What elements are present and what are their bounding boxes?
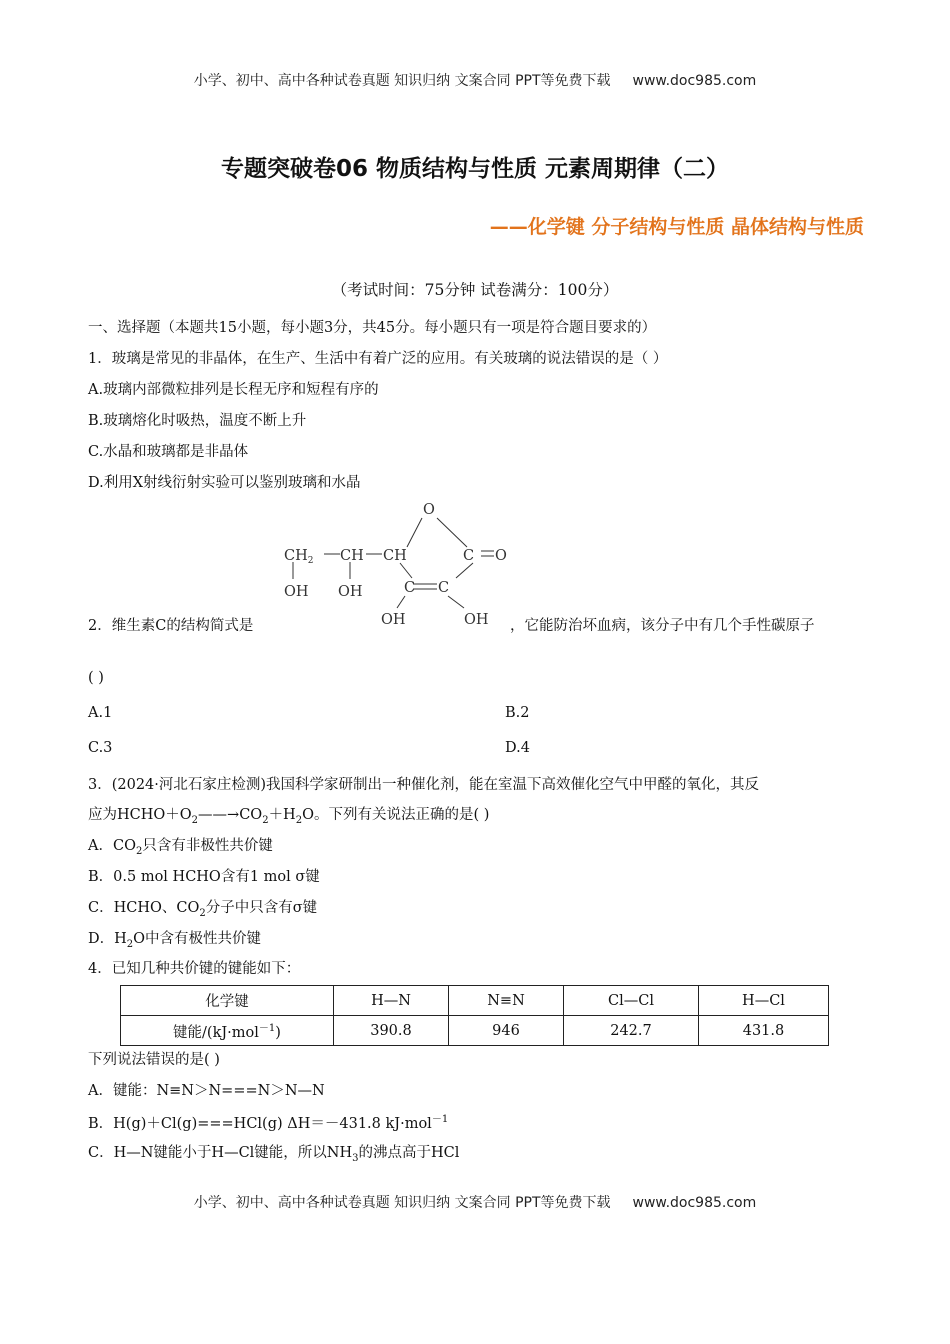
q3-line2-sub1: 2 (191, 814, 199, 826)
q1-option-b: B.玻璃熔化时吸热，温度不断上升 (88, 413, 307, 429)
struct-ch-a: CH (340, 548, 364, 564)
table-cell: 242.7 (564, 1016, 699, 1046)
vitamin-c-structure (280, 497, 520, 637)
q3-option-c-sub: 2 (199, 907, 206, 919)
q3-line2-d: O。下列有关说法正确的是( ) (302, 807, 490, 823)
q1-option-c: C.水晶和玻璃都是非晶体 (88, 444, 249, 460)
footer-text: 小学、初中、高中各种试卷真题 知识归纳 文案合同 PPT等免费下载 (193, 1195, 611, 1211)
q3-option-a-sub: 2 (135, 845, 143, 857)
struct-c-right: C (438, 580, 450, 596)
struct-ch-b: CH (383, 548, 407, 564)
struct-ch2-sub: 2 (307, 556, 314, 566)
q1-stem: 1．玻璃是常见的非晶体，在生产、生活中有着广泛的应用。有关玻璃的说法错误的是（ ） (88, 351, 668, 367)
q2-paren: ( ) (88, 670, 104, 686)
q3-line2-a: 应为HCHO＋O (88, 807, 192, 823)
q1-option-d: D.利用X射线衍射实验可以鉴别玻璃和水晶 (88, 475, 361, 491)
q4-stem: 4．已知几种共价键的键能如下： (88, 961, 301, 977)
q4-after: 下列说法错误的是( ) (88, 1052, 220, 1068)
struct-c-left: C (404, 580, 416, 596)
q3-option-a-text1: A．CO (88, 838, 136, 854)
q4-option-c-text2: 的沸点高于HCl (358, 1145, 460, 1161)
table-header-cell: H—Cl (699, 986, 829, 1016)
row-label-a: 键能/(kJ·mol (173, 1024, 259, 1041)
q4-option-b-text: B．H(g)＋Cl(g)===HCl(g) ΔH＝－431.8 kJ·mol (88, 1115, 432, 1132)
q2-option-b: B.2 (505, 705, 530, 721)
table-cell: 431.8 (699, 1016, 829, 1046)
q3-option-a (88, 834, 273, 857)
q3-line2 (88, 803, 489, 826)
q3-option-d-text2: O中含有极性共价键 (133, 931, 262, 947)
struct-oh-2: OH (338, 584, 363, 600)
struct-o-carbonyl: O (495, 548, 507, 564)
struct-o-ring: O (423, 502, 435, 518)
struct-ch2 (284, 548, 313, 566)
q4-option-c-sub: 3 (352, 1152, 359, 1164)
q3-option-c (88, 896, 317, 919)
struct-oh-3: OH (381, 612, 406, 628)
struct-oh-1: OH (284, 584, 309, 600)
q3-line2-sub3: 2 (295, 814, 303, 826)
q2-option-a: A.1 (88, 705, 113, 721)
q3-option-b: B．0.5 mol HCHO含有1 mol σ键 (88, 869, 320, 885)
table-header-row (121, 986, 829, 1016)
q4-option-b (88, 1110, 448, 1133)
footer-site[interactable]: www.doc985.com (632, 1195, 757, 1211)
page-footer (0, 1192, 950, 1212)
table-row (121, 1016, 829, 1046)
q3-option-c-text1: C．HCHO、CO (88, 900, 200, 916)
q2-stem-after: ，它能防治坏血病，该分子中有几个手性碳原子 (510, 618, 815, 634)
q4-option-a: A．键能：N≡N＞N===N＞N—N (88, 1083, 325, 1099)
q1-option-a: A.玻璃内部微粒排列是长程无序和短程有序的 (88, 382, 379, 398)
table-header-cell: H—N (334, 986, 449, 1016)
q3-line2-sub2: 2 (262, 814, 269, 826)
header-site[interactable]: www.doc985.com (632, 73, 757, 89)
table-header-cell: 化学键 (121, 986, 334, 1016)
table-cell: 390.8 (334, 1016, 449, 1046)
q3-option-d (88, 927, 261, 950)
table-header-cell: N≡N (449, 986, 564, 1016)
exam-info: （考试时间：75分钟 试卷满分：100分） (331, 281, 619, 299)
q3-line1: 3．(2024·河北石家庄检测)我国科学家研制出一种催化剂，能在室温下高效催化空气中甲醛的氧化，其反 (88, 777, 760, 793)
table-cell: 946 (449, 1016, 564, 1046)
q4-option-c (88, 1141, 459, 1164)
q3-line2-c: ＋H (268, 807, 296, 823)
q2-option-c: C.3 (88, 740, 113, 756)
q3-option-d-sub: 2 (126, 938, 134, 950)
page-header (0, 70, 950, 90)
header-text: 小学、初中、高中各种试卷真题 知识归纳 文案合同 PPT等免费下载 (193, 73, 611, 89)
struct-oh-4: OH (464, 612, 489, 628)
row-label-b: ) (275, 1024, 281, 1041)
q2-stem-before: 2．维生素C的结构简式是 (88, 618, 254, 634)
q3-option-c-text2: 分子中只含有σ键 (205, 900, 318, 916)
row-label-sup: －1 (258, 1023, 276, 1035)
q4-option-c-text1: C．H—N键能小于H—Cl键能，所以NH (88, 1145, 353, 1161)
struct-c-carbonyl: C (463, 548, 475, 564)
q4-option-b-sup: －1 (431, 1114, 449, 1125)
q3-option-d-text1: D．H (88, 931, 127, 947)
page-subtitle: ——化学键 分子结构与性质 晶体结构与性质 (489, 216, 864, 238)
q3-option-a-text2: 只含有非极性共价键 (142, 838, 273, 854)
bond-energy-table (120, 985, 829, 1046)
q3-line2-b: ——→CO (198, 807, 263, 823)
table-header-cell: Cl—Cl (564, 986, 699, 1016)
table-row-label (121, 1016, 334, 1046)
struct-ch2-main: CH (284, 548, 308, 564)
q2-option-d: D.4 (505, 740, 530, 756)
page-title: 专题突破卷06 物质结构与性质 元素周期律（二） (220, 156, 730, 182)
section-heading: 一、选择题（本题共15小题，每小题3分，共45分。每小题只有一项是符合题目要求的） (88, 320, 657, 336)
